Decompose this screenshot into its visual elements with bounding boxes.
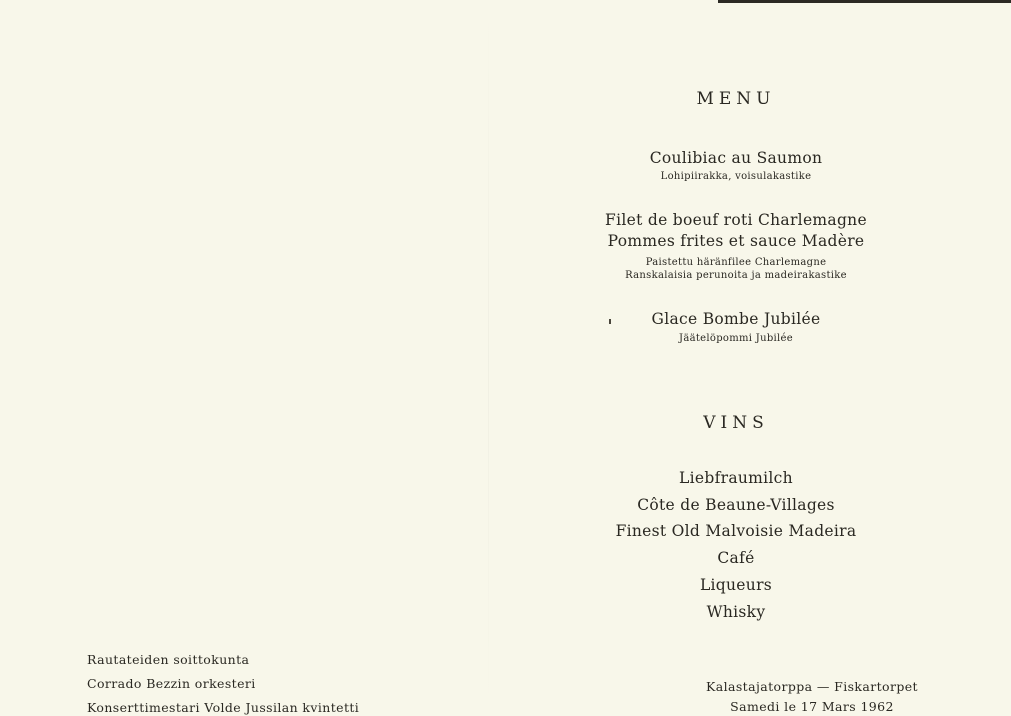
course-translation: Paistettu häränfilee Charlemagne: [645, 257, 827, 268]
course-3: [586, 309, 886, 345]
course-translation: Ranskalaisia perunoita ja madeirakastike: [625, 270, 847, 281]
course-dish: Filet de boeuf roti Charlemagne: [605, 211, 867, 229]
wine-item: Liqueurs: [699, 576, 773, 594]
music-performer: Corrado Bezzin orkesteri: [87, 676, 256, 691]
course-dish: Pommes frites et sauce Madère: [607, 232, 865, 250]
wine-item: Café: [717, 549, 755, 567]
wine-item: Whisky: [706, 603, 766, 621]
course-1: [586, 148, 886, 183]
top-edge-line: [718, 0, 1011, 3]
music-performer: Konserttimestari Volde Jussilan kvintetti: [87, 700, 360, 715]
venue: Kalastajatorppa — Fiskartorpet: [706, 679, 918, 694]
page-fold: [488, 0, 489, 716]
menu-heading: MENU: [696, 89, 776, 109]
course-2: [586, 210, 886, 282]
wine-item: Liebfraumilch: [679, 469, 793, 487]
wine-item: Finest Old Malvoisie Madeira: [615, 522, 857, 540]
course-dish: Glace Bombe Jubilée: [651, 310, 821, 328]
course-dish: Coulibiac au Saumon: [649, 149, 823, 167]
course-translation: Lohipiirakka, voisulakastike: [660, 171, 812, 182]
music-performer: Rautateiden soittokunta: [87, 652, 250, 667]
course-translation: Jäätelöpommi Jubilée: [679, 333, 793, 344]
event-date: Samedi le 17 Mars 1962: [730, 699, 894, 714]
ink-speck: [609, 319, 611, 324]
wines-heading: VINS: [703, 413, 769, 433]
wine-item: Côte de Beaune-Villages: [637, 496, 835, 514]
